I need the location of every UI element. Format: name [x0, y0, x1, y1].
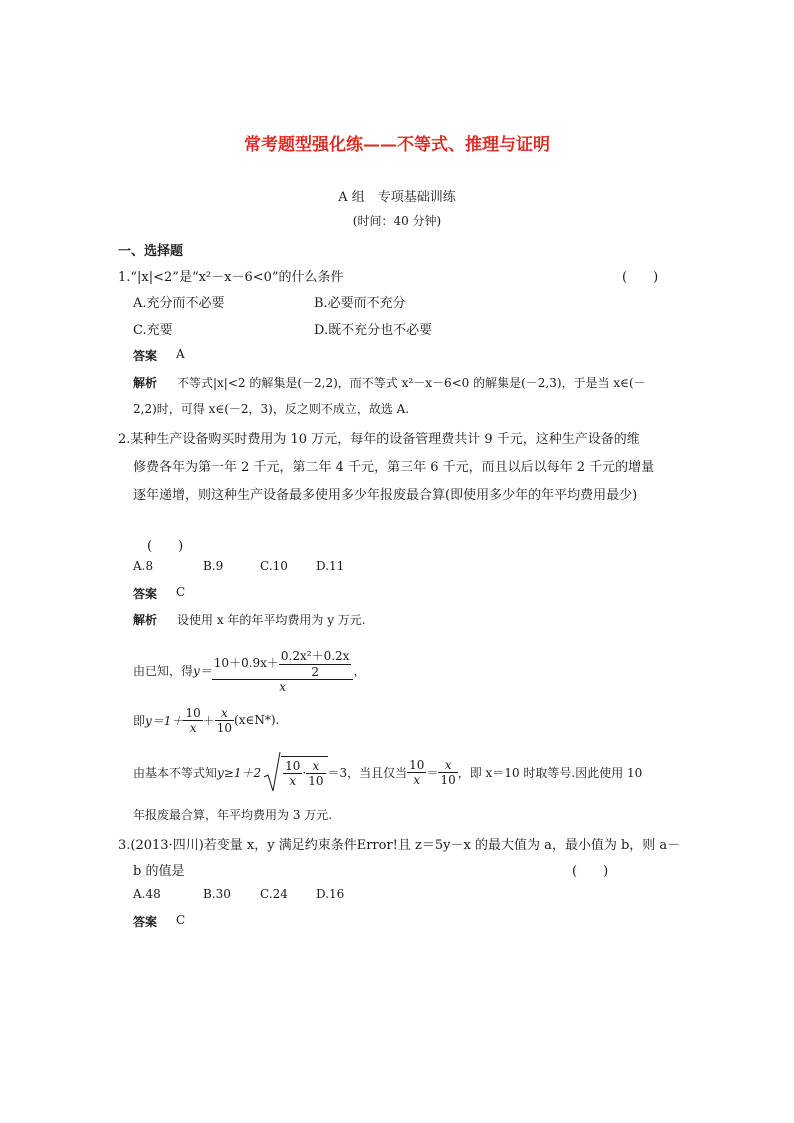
sqrt-frac-1 [283, 759, 302, 788]
formula-numerator-a: 10＋0.9x＋ [213, 656, 279, 670]
equality-frac-2-den: 10 [440, 772, 456, 787]
q3-option-b: B.30 [203, 887, 231, 901]
equality-frac-1 [407, 758, 426, 787]
section-heading: 一、选择题 [118, 244, 184, 259]
q3-option-a: A.48 [133, 887, 161, 901]
simplified-frac-2 [215, 706, 234, 735]
q2-answer-paren: ( ) [147, 539, 184, 554]
q2-formula-inequality [133, 750, 642, 794]
group-heading: A 组 专项基础训练 [338, 190, 456, 205]
q1-analysis-line1: 不等式|x|<2 的解集是(－2,2)，而不等式 x²－x－6<0 的解集是(－2,3)，于是当 x∈(－ [177, 376, 646, 390]
equality-sign: ＝ [426, 765, 439, 780]
q2-option-c: C.10 [260, 559, 288, 573]
q3-stem-line2: b 的值是 [133, 864, 185, 879]
q3-answer-paren: ( ) [572, 864, 609, 879]
inequality-prefix: 由基本不等式知 [133, 765, 218, 780]
equality-frac-1-num: 10 [409, 757, 425, 772]
inequality-mid: ＝3，当且仅当 [327, 765, 408, 780]
q2-analysis-last-line: 年报废最合算，年平均费用为 3 万元. [133, 808, 333, 822]
document-title: 常考题型强化练——不等式、推理与证明 [244, 135, 550, 155]
formula-comma: ， [353, 663, 366, 678]
simplified-frac-1-den: x [189, 720, 197, 735]
q1-analysis-line2: 2,2)时，可得 x∈(－2，3)，反之则不成立，故选 A. [133, 402, 410, 416]
q1-answer-label: 答案 [133, 349, 158, 363]
formula-main-fraction [212, 647, 354, 694]
q2-option-a: A.8 [133, 559, 154, 573]
q1-option-c: C.充要 [133, 323, 173, 338]
equality-frac-2 [438, 758, 457, 787]
simplified-tail: (x∈N*). [234, 713, 280, 727]
time-limit: (时间：40 分钟) [352, 214, 442, 228]
q1-answer-paren: ( ) [622, 270, 659, 285]
sqrt-icon [263, 751, 281, 793]
sqrt-radicand [281, 756, 327, 788]
q2-analysis-label: 解析 [133, 613, 158, 627]
sqrt-frac-2-den: 10 [308, 773, 324, 788]
q2-option-d: D.11 [316, 559, 345, 573]
simplified-frac-1 [183, 706, 202, 735]
q3-answer: C [176, 913, 186, 927]
q1-option-a: A.充分而不必要 [133, 296, 225, 311]
q3-option-c: C.24 [260, 887, 288, 901]
q2-formula-simplified [133, 702, 279, 738]
q3-stem-line1: 3.(2013·四川)若变量 x，y 满足约束条件Error!且 z＝5y－x 的最大值为 a，最小值为 b，则 a－ [118, 838, 681, 853]
q1-stem: 1.“|x|<2”是“x²－x－6<0”的什么条件 [118, 270, 344, 285]
q1-answer: A [176, 347, 185, 361]
q2-option-b: B.9 [203, 559, 224, 573]
sqrt-dot: · [302, 766, 307, 780]
formula-inner-den: 2 [311, 664, 319, 679]
simplified-prefix: 即 [133, 713, 146, 728]
q2-analysis-line1: 设使用 x 年的年平均费用为 y 万元. [177, 613, 366, 627]
inequality-y: y≥1＋2 [217, 765, 262, 780]
sqrt-frac-1-num: 10 [285, 758, 301, 773]
q3-answer-label: 答案 [133, 915, 158, 929]
formula-inner-fraction [279, 647, 352, 679]
sqrt-frac-2-num: x [306, 759, 325, 774]
q2-formula-average-cost [133, 642, 365, 698]
sqrt-expression [263, 751, 327, 793]
formula-inner-num: 0.2x²＋0.2x [280, 648, 350, 663]
simplified-plus: ＋ [202, 713, 215, 728]
simplified-expr: y＝1＋ [145, 713, 184, 728]
sqrt-frac-2 [306, 759, 325, 788]
simplified-frac-1-num: 10 [185, 705, 201, 720]
q3-option-d: D.16 [316, 887, 345, 901]
equality-frac-1-den: x [413, 772, 421, 787]
formula-y-eq: y＝ [193, 663, 212, 678]
q2-answer: C [176, 585, 186, 599]
q2-stem-line3: 逐年递增，则这种生产设备最多使用多少年报废最合算(即使用多少年的年平均费用最少) [133, 488, 638, 503]
simplified-frac-2-den: 10 [216, 720, 233, 735]
q1-analysis-label: 解析 [133, 376, 158, 390]
equality-frac-2-num: x [438, 758, 457, 773]
q2-answer-label: 答案 [133, 587, 158, 601]
sqrt-frac-1-den: x [289, 773, 297, 788]
formula-denominator: x [279, 679, 286, 694]
inequality-tail: ，即 x＝10 时取等号.因此使用 10 [457, 765, 643, 780]
simplified-frac-2-num: x [215, 706, 234, 721]
formula-prefix: 由已知，得 [133, 663, 194, 678]
q2-stem-line1: 2.某种生产设备购买时费用为 10 万元，每年的设备管理费共计 9 千元，这种生产设备的维 [118, 432, 640, 447]
q1-option-b: B.必要而不充分 [314, 296, 406, 311]
q2-stem-line2: 修费各年为第一年 2 千元，第二年 4 千元，第三年 6 千元，而且以后以每年 2 千元的增量 [133, 460, 655, 475]
q1-option-d: D.既不充分也不必要 [314, 323, 433, 338]
